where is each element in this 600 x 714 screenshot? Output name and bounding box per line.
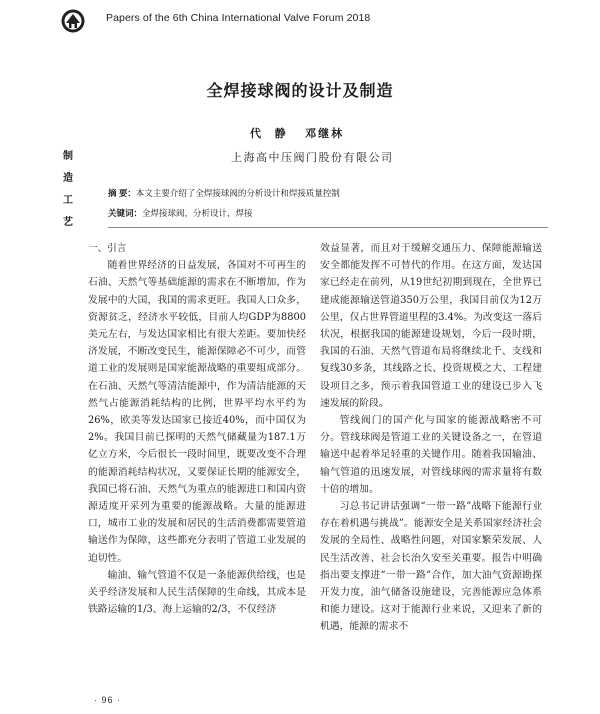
paragraph: 随着世界经济的日益发展，各国对不可再生的石油、天然气等基础能源的需求在不断增加，作为发展中的大国，我国的需求更旺。我国人口众多，资源贫乏，经济水平较低，目前人均GDP为8800美元左右，与发达国家相比有很大差距。要加快经济发展，不断改变民生，能源保障必不可少，而管道工业的发展则是国家能源战略的重要组成部分。在石油、天然气等清洁能源中，作为清洁能源的天然气占能源消耗结构的比例，世界平均水平约为26%，欧美等发达国家已接近40%，而中国仅为2%。我国目前已探明的天然气储藏量为187.1万亿立方米，今后很长一段时间里，既要改变不合理的能源消耗结构状况，又要保证长期的能源安全，我国已将石油、天然气为重点的能源进口和国内资源适度开采列为重要的能源战略。大量的能源进口，城市工业的发展和居民的生活消费都需要管道输送作为保障，这些都充分表明了管道工业发展的迫切性。 <box>88 260 306 564</box>
keywords-label: 关键词： <box>108 208 143 218</box>
section-label <box>61 151 75 229</box>
paragraph: 输油、输气管道不仅是一条能源供给线，也是关乎经济发展和人民生活保障的生命线，其成本是铁路运输的1/3、海上运输的2/3，不仅经济 <box>88 569 306 616</box>
forum-logo-icon <box>60 8 86 34</box>
keywords <box>108 207 253 219</box>
separator-rule <box>108 227 548 228</box>
affiliation: 上海高中压阀门股份有限公司 <box>231 151 394 164</box>
section-char: 制 <box>63 151 73 162</box>
page-number: · 96 · <box>94 695 122 705</box>
article-title: 全焊接球阀的设计及制造 <box>206 81 394 100</box>
abstract-text: 本文主要介绍了全焊接球阀的分析设计和焊接质量控制 <box>135 189 340 199</box>
abstract-label: 摘 要： <box>108 188 136 198</box>
authors: 代 静 邓继林 <box>250 127 345 140</box>
keywords-text: 全焊接球阀，分析设计，焊接 <box>142 209 253 219</box>
section-char: 工 <box>63 195 73 206</box>
body-column-right <box>320 240 542 636</box>
paragraph: 习总书记讲话强调“一带一路”战略下能源行业存在着机遇与挑战”。能源安全是关系国家经济社会发展的全局性、战略性问题，对国家繁荣发展、人民生活改善、社会长治久安至关重要。报告中明确指出要支撑进“一带一路”合作，加大油气资源勘探开发力度，油气储备设施建设，完善能源应急体系和能力建设。这对于能源行业来说，又迎来了新的机遇，能源的需求不 <box>320 501 542 633</box>
paragraph: 管线阀门的国产化与国家的能源战略密不可分。管线球阀是管道工业的关键设备之一，在管道输送中起着举足轻重的关键作用。随着我国输油、输气管道的迅速发展，对管线球阀的需求量将有数十倍的增加。 <box>320 415 542 495</box>
section-char: 艺 <box>63 217 73 228</box>
paragraph: 效益显著，而且对于缓解交通压力、保障能源输送安全都能发挥不可替代的作用。在这方面，发达国家已经走在前列，从19世纪初期到现在，全世界已建成能源输送管道350万公里，我国目前仅为12万公里，仅占世界管道里程的3.4%。为改变这一落后状况，根据我国的能源建设规划，今后一段时期，我国的石油、天然气管道布局将继续北千、支线和复线30多条，其线路之长、投资规模之大、工程建设项目之多，预示着我国管道工业的建设已步入飞速发展的阶段。 <box>320 243 542 409</box>
section-heading: 一、引言 <box>88 243 127 254</box>
section-char: 造 <box>63 173 73 184</box>
abstract <box>108 187 340 199</box>
running-head: Papers of the 6th China International Valve Forum 2018 <box>106 12 371 24</box>
body-column-left <box>88 240 306 618</box>
